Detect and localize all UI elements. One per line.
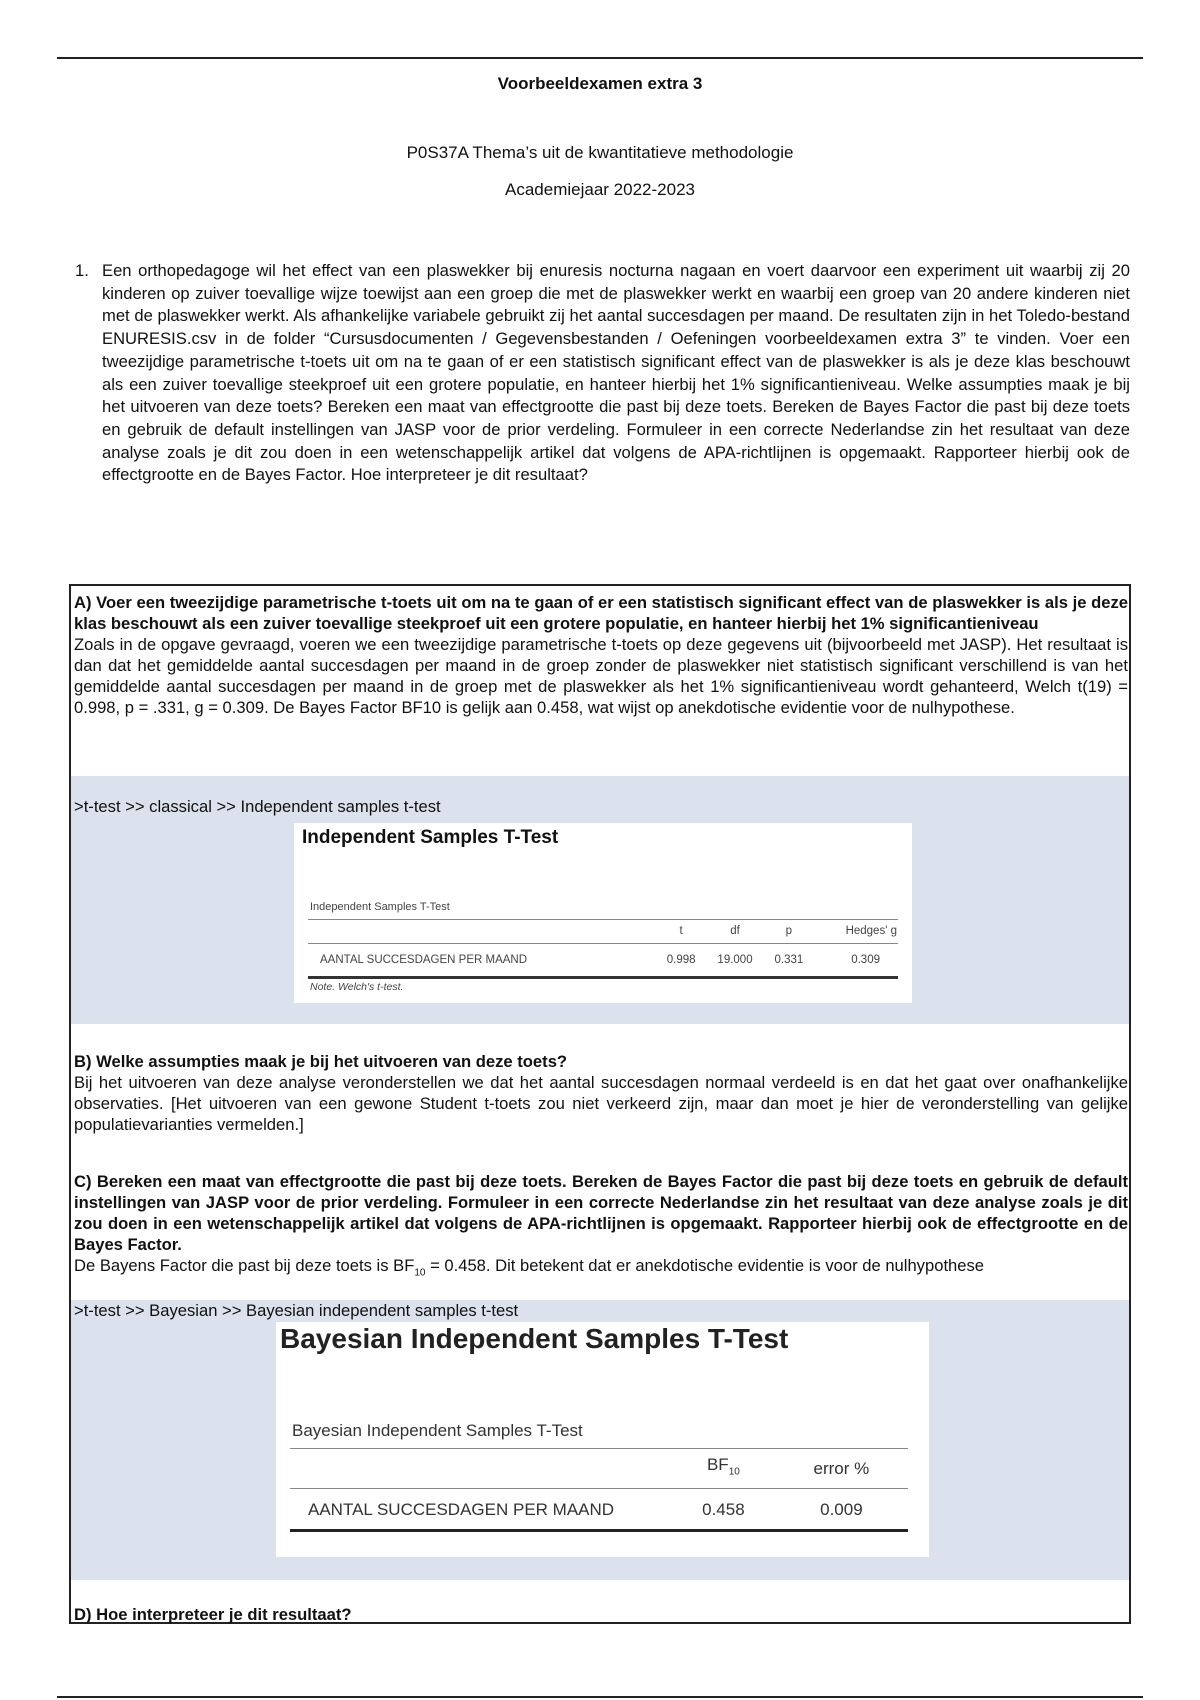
bayes-table bbox=[290, 1448, 908, 1532]
bayes-table-subtitle: Bayesian Independent Samples T-Test bbox=[292, 1421, 583, 1440]
section-a-heading: A) Voer een tweezijdige parametrische t-toets uit om na te gaan of er een statistisch significant effect van de plaswekker is als je deze klas beschouwt als een zuiver toevallige steekproef uit een grotere populatie, en hanteer hierbij het 1% significantieniveau bbox=[74, 593, 1128, 633]
value-error: 0.009 bbox=[820, 1499, 863, 1519]
col-empty bbox=[308, 920, 657, 944]
ttest-table bbox=[308, 919, 898, 979]
section-c-answer bbox=[74, 1255, 1128, 1283]
bf-label: BF bbox=[706, 1455, 729, 1475]
value-df: 19.000 bbox=[717, 953, 753, 966]
col-hedges-g: Hedges' g bbox=[845, 925, 897, 937]
question-text: Een orthopedagoge wil het effect van een plaswekker bij enuresis nocturna nagaan en voert daarvoor een experiment uit waarbij zij 20 kinderen op zuiver toevallige wijze toewijst aan een groep die met de plaswekker werkt en waarbij een groep van 20 andere kinderen niet met de plaswekker werkt. Als afhankelijke variabele gebruikt zij het aantal succesdagen per maand. De resultaten zijn in het Toledo-bestand ENURESIS.csv in de folder “Cursusdocumenten / Gegevensbestanden / Oefeningen voorbeeldexamen extra 3” te vinden. Voer een tweezijdige parametrische t-toets uit om na te gaan of er een statistisch significant effect van de plaswekker is als je deze klas beschouwt als een zuiver toevallige steekproef uit een grotere populatie, en hanteer hierbij het 1% significantieniveau. Welke assumpties maak je bij het uitvoeren van deze toets? Bereken een maat van effectgrootte die past bij deze toets. Bereken de Bayes Factor die past bij deze toets en gebruik de default instellingen van JASP voor de prior verdeling. Formuleer in een correcte Nederlandse zin het resultaat van deze analyse zoals je dit zou doen in een wetenschappelijk artikel dat volgens de APA-richtlijnen is opgemaakt. Rapporteer hierbij ook de effectgrootte en de Bayes Factor. Hoe interpreteer je dit resultaat? bbox=[102, 261, 1130, 485]
question-number: 1. bbox=[75, 261, 89, 280]
value-p: 0.331 bbox=[774, 953, 804, 966]
section-a-answer: Zoals in de opgave gevraagd, voeren we een tweezijdige parametrische t-toets op deze gegevens uit (bijvoorbeeld met JASP). Het resultaat is dan dat het gemiddelde aantal succesdagen per maand in de groep zonder de plaswekker niet statistisch significant verschillend is van het gemiddelde aantal succesdagen per maand in de groep met de plaswekker als het 1% significantieniveau wordt gehanteerd, Welch t(19) = 0.998, p = .331, g = 0.309. De Bayes Factor BF10 is gelijk aan 0.458, wat wijst op anekdotische evidentie voor de nulhypothese. bbox=[74, 635, 1128, 717]
jasp-bayes-panel bbox=[276, 1322, 929, 1557]
academic-year: Academiejaar 2022-2023 bbox=[505, 180, 695, 199]
value-t: 0.998 bbox=[666, 953, 696, 966]
section-c-heading: C) Bereken een maat van effectgrootte die past bij deze toets. Bereken de Bayes Factor die past bij deze toets en gebruik de default instellingen van JASP voor de prior verdeling. Formuleer in een correcte Nederlandse zin het resultaat van deze analyse zoals je dit zou doen in een wetenschappelijk artikel dat volgens de APA-richtlijnen is opgemaakt. Rapporteer hierbij ook de effectgrootte en de Bayes Factor. bbox=[74, 1172, 1128, 1254]
col-p: p bbox=[785, 925, 793, 937]
table-title: Independent Samples T-Test bbox=[302, 827, 559, 848]
jasp-output-bayesian bbox=[71, 1300, 1129, 1580]
section-b-heading: B) Welke assumpties maak je bij het uitvoeren van deze toets? bbox=[74, 1052, 568, 1071]
course-name: P0S37A Thema’s uit de kwantitatieve methodologie bbox=[406, 143, 794, 162]
table-subtitle: Independent Samples T-Test bbox=[310, 901, 450, 913]
section-d-heading: D) Hoe interpreteer je dit resultaat? bbox=[74, 1605, 352, 1624]
menu-path-bayesian: >t-test >> Bayesian >> Bayesian independent samples t-test bbox=[74, 1301, 519, 1320]
table-row bbox=[290, 1489, 908, 1531]
table-note: Note. Welch's t-test. bbox=[310, 981, 404, 993]
col-df: df bbox=[730, 925, 740, 937]
answer-c-post: = 0.458. Dit betekent dat er anekdotische evidentie is voor de nulhypothese bbox=[425, 1256, 985, 1275]
bottom-rule bbox=[57, 1696, 1143, 1698]
answer-box bbox=[69, 584, 1131, 1624]
table-row bbox=[308, 944, 898, 978]
bf-sub: 10 bbox=[728, 1466, 740, 1478]
col-t: t bbox=[679, 925, 683, 937]
jasp-output-classical bbox=[71, 776, 1129, 1024]
exam-title: Voorbeeldexamen extra 3 bbox=[497, 74, 703, 93]
question-1 bbox=[75, 260, 1130, 487]
bayes-table-title: Bayesian Independent Samples T-Test bbox=[280, 1323, 789, 1354]
answer-c-sub: 10 bbox=[414, 1267, 426, 1279]
value-g: 0.309 bbox=[851, 953, 880, 966]
row-label: AANTAL SUCCESDAGEN PER MAAND bbox=[308, 1499, 615, 1519]
value-bf10: 0.458 bbox=[702, 1499, 745, 1519]
menu-path-classical: >t-test >> classical >> Independent samples t-test bbox=[74, 797, 441, 816]
col-empty bbox=[290, 1449, 672, 1489]
top-rule bbox=[57, 57, 1143, 59]
section-b-answer: Bij het uitvoeren van deze analyse veronderstellen we dat het aantal succesdagen normaal verdeeld is en dat het gaat over onafhankelijke observaties. [Het uitvoeren van een gewone Student t-toets zou niet verkeerd zijn, maar dan moet je hier de veronderstelling van gelijke populatievarianties vermelden.] bbox=[74, 1073, 1128, 1134]
row-label: AANTAL SUCCESDAGEN PER MAAND bbox=[320, 953, 528, 966]
jasp-table-panel bbox=[294, 823, 912, 1003]
answer-c-pre: De Bayens Factor die past bij deze toets is BF bbox=[74, 1256, 415, 1275]
col-error: error % bbox=[813, 1459, 870, 1478]
col-bf10 bbox=[672, 1449, 775, 1489]
